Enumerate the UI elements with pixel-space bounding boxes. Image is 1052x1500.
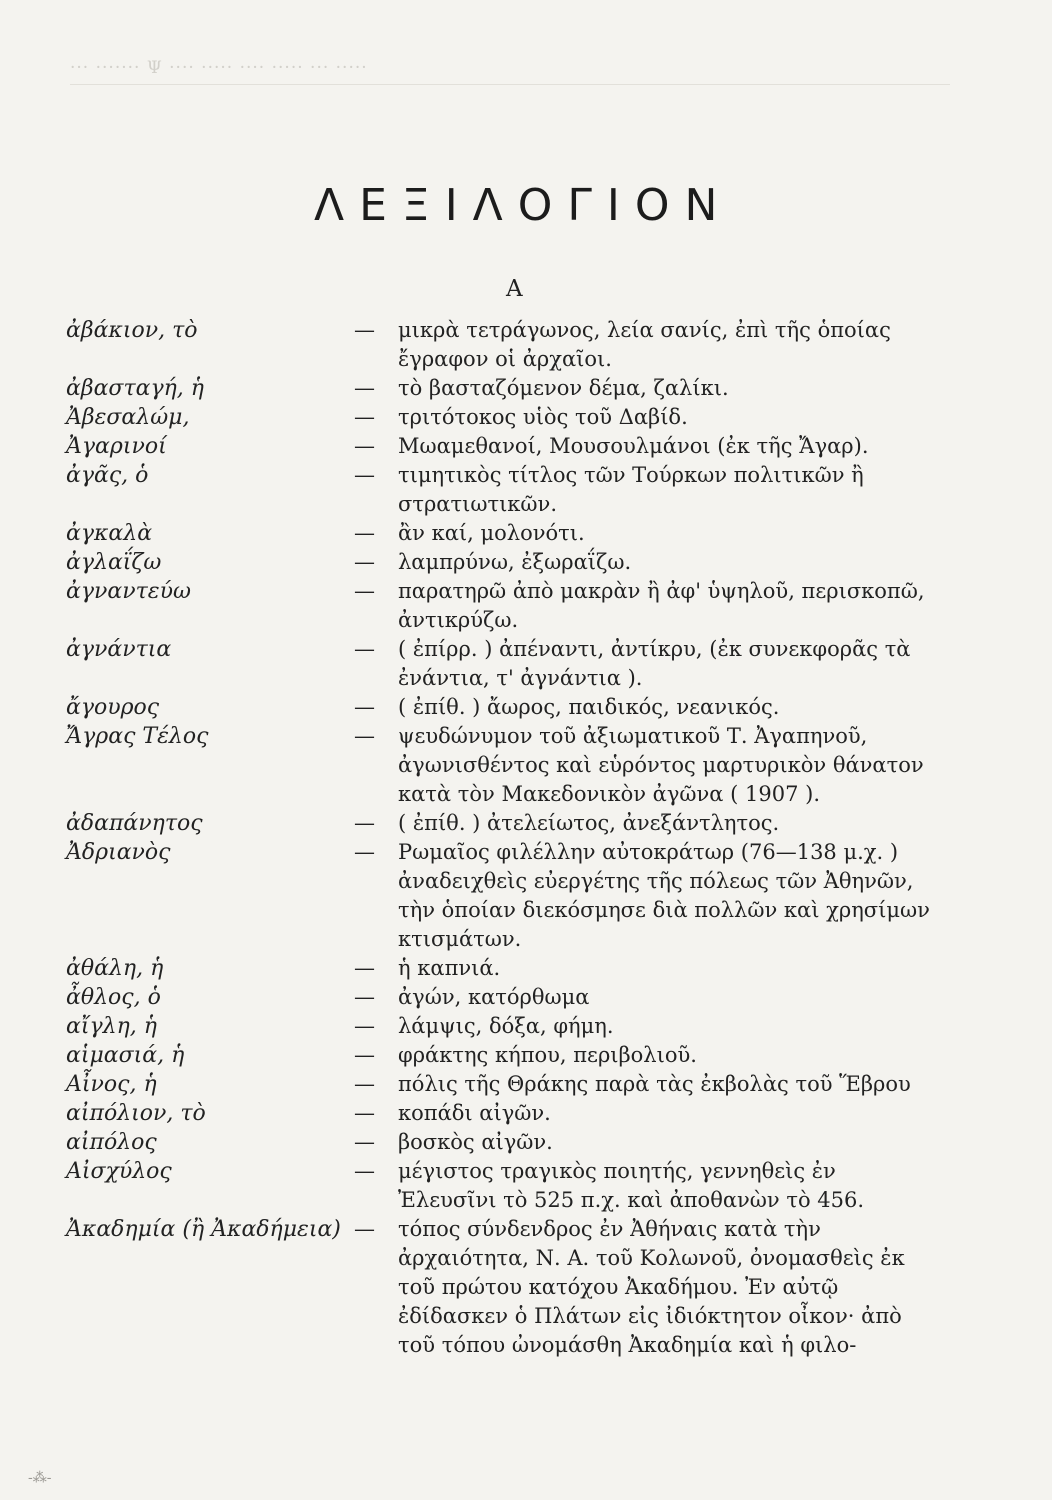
entry-term: Αἰσχύλος xyxy=(66,1159,172,1184)
entry-definition: — Μωαμεθανοί, Μουσουλμάνοι (ἐκ τῆς Ἄγαρ). xyxy=(354,434,869,458)
glossary-entry xyxy=(0,1157,1052,1215)
entry-term: ἀγκαλὰ xyxy=(66,521,153,546)
glossary-entries xyxy=(0,316,1052,1360)
entry-definition: — κοπάδι αἰγῶν. xyxy=(354,1101,551,1125)
page-title: ΛΕΞΙΛΟΓΙΟΝ xyxy=(314,180,733,231)
bleed-through-header: ··· ······· Ψ ···· ····· ···· ····· ··· ····· xyxy=(70,58,950,85)
entry-term: αἱμασιά, ἡ xyxy=(66,1043,185,1068)
section-letter: Α xyxy=(506,276,523,302)
entry-term: Ἄγρας Τέλος xyxy=(66,724,209,749)
entry-term: Ἀγαρινοί xyxy=(66,434,167,459)
entry-term: ἀγᾶς, ὁ xyxy=(66,463,149,488)
glossary-entry xyxy=(0,519,1052,548)
glossary-entry xyxy=(0,1215,1052,1360)
entry-definition: — παρατηρῶ ἀπὸ μακρὰν ἢ ἀφ' ὑψηλοῦ, περισκοπῶ, ἀντικρύζω. xyxy=(354,579,925,632)
entry-term: αἰπόλιον, τὸ xyxy=(66,1101,206,1126)
entry-definition: — Ρωμαῖος φιλέλλην αὐτοκράτωρ (76—138 μ.χ. ) ἀναδειχθεὶς εὐεργέτης τῆς πόλεως τῶν Ἀθηνῶν, τὴν ὁποίαν διεκόσμησε διὰ πολλῶν καὶ χρησίμων κτισμάτων. xyxy=(354,840,930,951)
glossary-entry xyxy=(0,577,1052,635)
glossary-entry xyxy=(0,1041,1052,1070)
entry-term: ἄγουρος xyxy=(66,695,160,720)
glossary-entry xyxy=(0,461,1052,519)
entry-term: Ἀκαδημία (ἢ Ἀκαδήμεια) xyxy=(66,1217,341,1242)
glossary-entry xyxy=(0,403,1052,432)
entry-definition: — πόλις τῆς Θράκης παρὰ τὰς ἐκβολὰς τοῦ Ἕβρου xyxy=(354,1072,911,1096)
glossary-entry xyxy=(0,983,1052,1012)
entry-definition: — ( ἐπίθ. ) ἀτελείωτος, ἀνεξάντλητος. xyxy=(354,811,780,835)
entry-definition: — ( ἐπίθ. ) ἄωρος, παιδικός, νεανικός. xyxy=(354,695,780,719)
glossary-entry xyxy=(0,1128,1052,1157)
entry-term: ἀγνάντια xyxy=(66,637,172,662)
glossary-entry xyxy=(0,432,1052,461)
entry-term: αἴγλη, ἡ xyxy=(66,1014,157,1039)
entry-term: Αἶνος, ἡ xyxy=(66,1072,157,1097)
entry-definition: — ἡ καπνιά. xyxy=(354,956,501,980)
entry-term: αἰπόλος xyxy=(66,1130,157,1155)
entry-definition: — ἀγών, κατόρθωμα xyxy=(354,985,590,1009)
entry-definition: — τριτότοκος υἱὸς τοῦ Δαβίδ. xyxy=(354,405,688,429)
glossary-entry xyxy=(0,722,1052,809)
entry-definition: — ψευδώνυμον τοῦ ἀξιωματικοῦ Τ. Ἀγαπηνοῦ, ἀγωνισθέντος καὶ εὑρόντος μαρτυρικὸν θάνατον κατὰ τὸν Μακεδονικὸν ἀγῶνα ( 1907 ). xyxy=(354,724,924,806)
entry-term: ἀβάκιον, τὸ xyxy=(66,318,198,343)
entry-definition: — ( ἐπίρρ. ) ἀπέναντι, ἀντίκρυ, (ἐκ συνεκφορᾶς τὰ ἐνάντια, τ' ἀγνάντια ). xyxy=(354,637,911,690)
glossary-entry xyxy=(0,1012,1052,1041)
entry-definition: — φράκτης κήπου, περιβολιοῦ. xyxy=(354,1043,697,1067)
entry-definition: — μικρὰ τετράγωνος, λεία σανίς, ἐπὶ τῆς ὁποίας ἔγραφον οἱ ἀρχαῖοι. xyxy=(354,318,891,371)
entry-definition: — τιμητικὸς τίτλος τῶν Τούρκων πολιτικῶν ἢ στρατιωτικῶν. xyxy=(354,463,864,516)
entry-definition: — τὸ βασταζόμενον δέμα, ζαλίκι. xyxy=(354,376,729,400)
glossary-entry xyxy=(0,693,1052,722)
entry-definition: — τόπος σύνδενδρος ἐν Ἀθήναις κατὰ τὴν ἀρχαιότητα, Ν. Α. τοῦ Κολωνοῦ, ὀνομασθεὶς ἐκ τοῦ πρώτου κατόχου Ἀκαδήμου. Ἐν αὐτῷ ἐδίδασκεν ὁ Πλάτων εἰς ἰδιόκτητον οἶκον· ἀπὸ τοῦ τόπου ὠνομάσθη Ἀκαδημία καὶ ἡ φιλο- xyxy=(354,1217,905,1357)
entry-term: ἀδαπάνητος xyxy=(66,811,203,836)
entry-term: ἀγλαΐζω xyxy=(66,550,162,575)
entry-term: ἀγναντεύω xyxy=(66,579,191,604)
entry-definition: — λάμψις, δόξα, φήμη. xyxy=(354,1014,614,1038)
entry-term: ἀθάλη, ἡ xyxy=(66,956,164,981)
glossary-entry xyxy=(0,548,1052,577)
glossary-entry xyxy=(0,809,1052,838)
entry-term: ἀβασταγή, ἡ xyxy=(66,376,204,401)
entry-term: Ἀδριανὸς xyxy=(66,840,171,865)
entry-term: Ἀβεσαλώμ, xyxy=(66,405,190,430)
entry-definition: — βοσκὸς αἰγῶν. xyxy=(354,1130,553,1154)
glossary-entry xyxy=(0,838,1052,954)
entry-definition: — ἂν καί, μολονότι. xyxy=(354,521,585,545)
glossary-entry xyxy=(0,1070,1052,1099)
entry-term: ἆθλος, ὁ xyxy=(66,985,161,1010)
glossary-entry xyxy=(0,954,1052,983)
glossary-entry xyxy=(0,316,1052,374)
glossary-entry xyxy=(0,635,1052,693)
entry-definition: — λαμπρύνω, ἐξωραΐζω. xyxy=(354,550,632,574)
entry-definition: — μέγιστος τραγικὸς ποιητής, γεννηθεὶς ἐν Ἐλευσῖνι τὸ 525 π.χ. καὶ ἀποθανὼν τὸ 456. xyxy=(354,1159,865,1212)
glossary-entry xyxy=(0,1099,1052,1128)
page-mark: -⁂- xyxy=(28,1470,52,1486)
glossary-entry xyxy=(0,374,1052,403)
